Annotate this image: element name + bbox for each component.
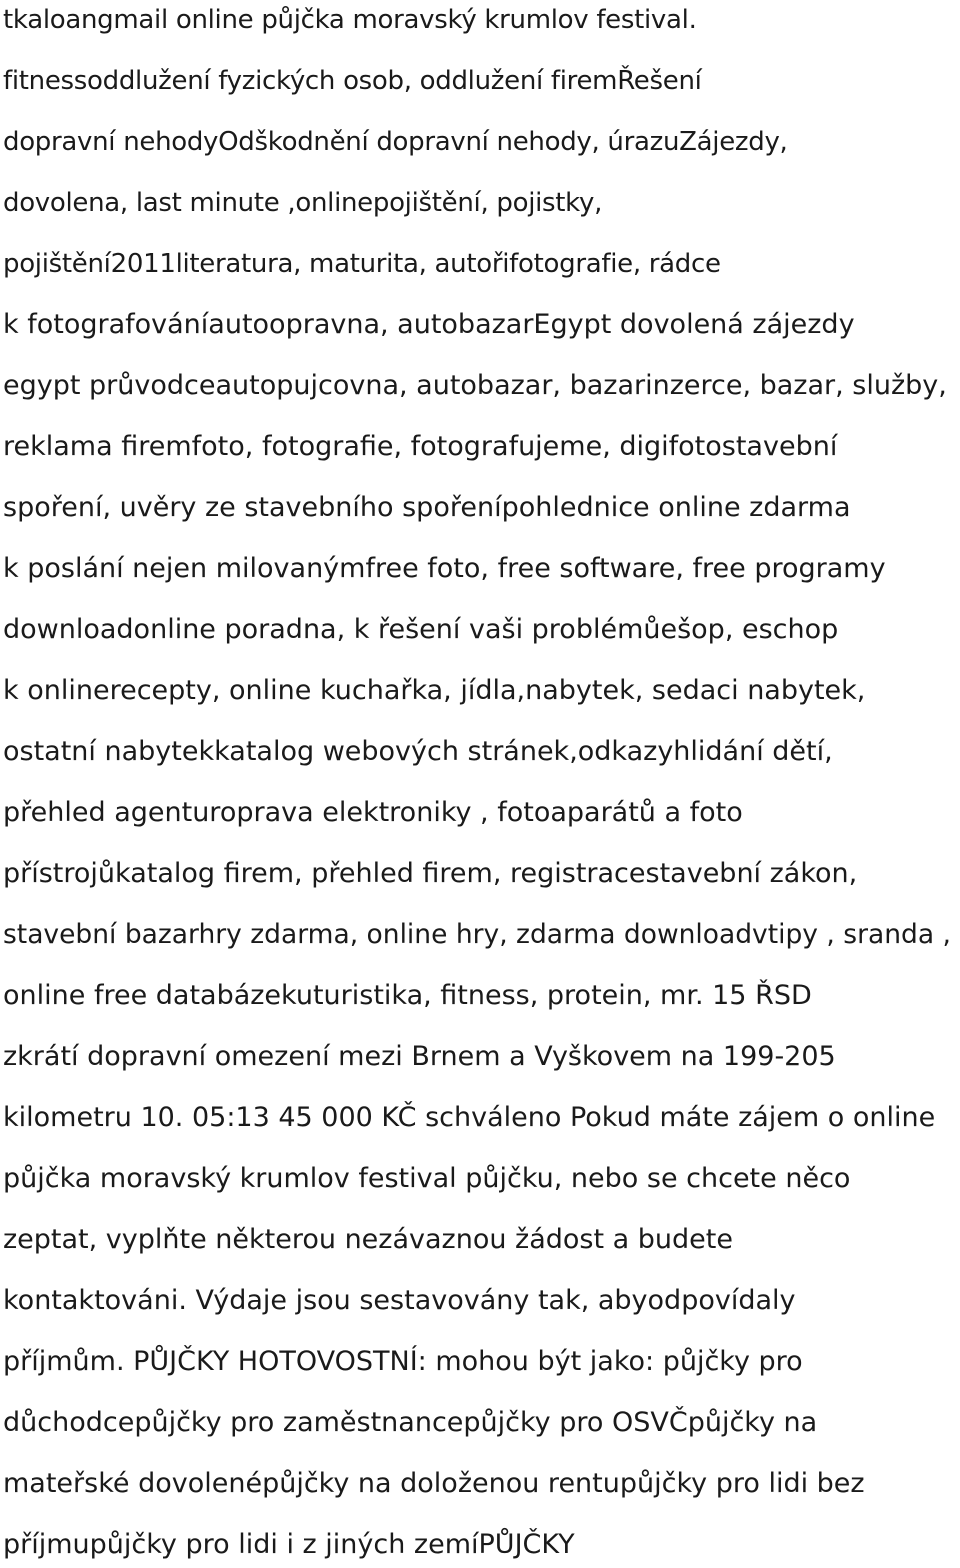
text-line: pojištění2011literatura, maturita, autořifotografie, rádce (3, 249, 721, 279)
text-line: spoření, uvěry ze stavebního spořenípohlednice online zdarma (3, 492, 851, 523)
text-line: ostatní nabytekkatalog webových stránek,odkazyhlidání dětí, (3, 736, 833, 767)
text-line: půjčka moravský krumlov festival půjčku, nebo se chcete něco (3, 1163, 851, 1194)
text-line: k fotografováníautoopravna, autobazarEgypt dovolená zájezdy (3, 309, 855, 340)
text-line: příjmupůjčky pro lidi i z jiných zemíPŮJČKY (3, 1529, 575, 1560)
text-line: egypt průvodceautopujcovna, autobazar, bazarinzerce, bazar, služby, (3, 370, 947, 401)
text-line: fitnessoddlužení fyzických osob, oddlužení firemŘešení (3, 66, 702, 96)
text-line: zeptat, vyplňte některou nezávaznou žádost a budete (3, 1224, 733, 1255)
text-line: zkrátí dopravní omezení mezi Brnem a Vyškovem na 199-205 (3, 1041, 836, 1072)
text-line: důchodcepůjčky pro zaměstnancepůjčky pro OSVČpůjčky na (3, 1407, 818, 1438)
text-line: přehled agenturoprava elektroniky , fotoaparátů a foto (3, 797, 743, 828)
text-line: dovolena, last minute ,onlinepojištění, pojistky, (3, 188, 603, 218)
text-line: stavební bazarhry zdarma, online hry, zdarma downloadvtipy , sranda , (3, 919, 951, 950)
text-line: kontaktováni. Výdaje jsou sestavovány tak, abyodpovídaly (3, 1285, 796, 1316)
text-line: mateřské dovolenépůjčky na doloženou rentupůjčky pro lidi bez (3, 1468, 865, 1499)
text-line: downloadonline poradna, k řešení vaši problémůešop, eschop (3, 614, 839, 645)
text-line: tkaloangmail online půjčka moravský krumlov festival. (3, 5, 697, 35)
text-line: kilometru 10. 05:13 45 000 KČ schváleno Pokud máte zájem o online (3, 1102, 936, 1133)
text-line: reklama firemfoto, fotografie, fotografujeme, digifotostavební (3, 431, 838, 462)
text-line: online free databázekuturistika, fitness, protein, mr. 15 ŘSD (3, 980, 812, 1011)
text-line: k onlinerecepty, online kuchařka, jídla,nabytek, sedaci nabytek, (3, 675, 866, 706)
text-line: příjmům. PŮJČKY HOTOVOSTNÍ: mohou být jako: půjčky pro (3, 1346, 803, 1377)
text-line: přístrojůkatalog firem, přehled firem, registracestavební zákon, (3, 858, 858, 889)
text-line: dopravní nehodyOdškodnění dopravní nehody, úrazuZájezdy, (3, 127, 788, 157)
text-line: k poslání nejen milovanýmfree foto, free software, free programy (3, 553, 886, 584)
